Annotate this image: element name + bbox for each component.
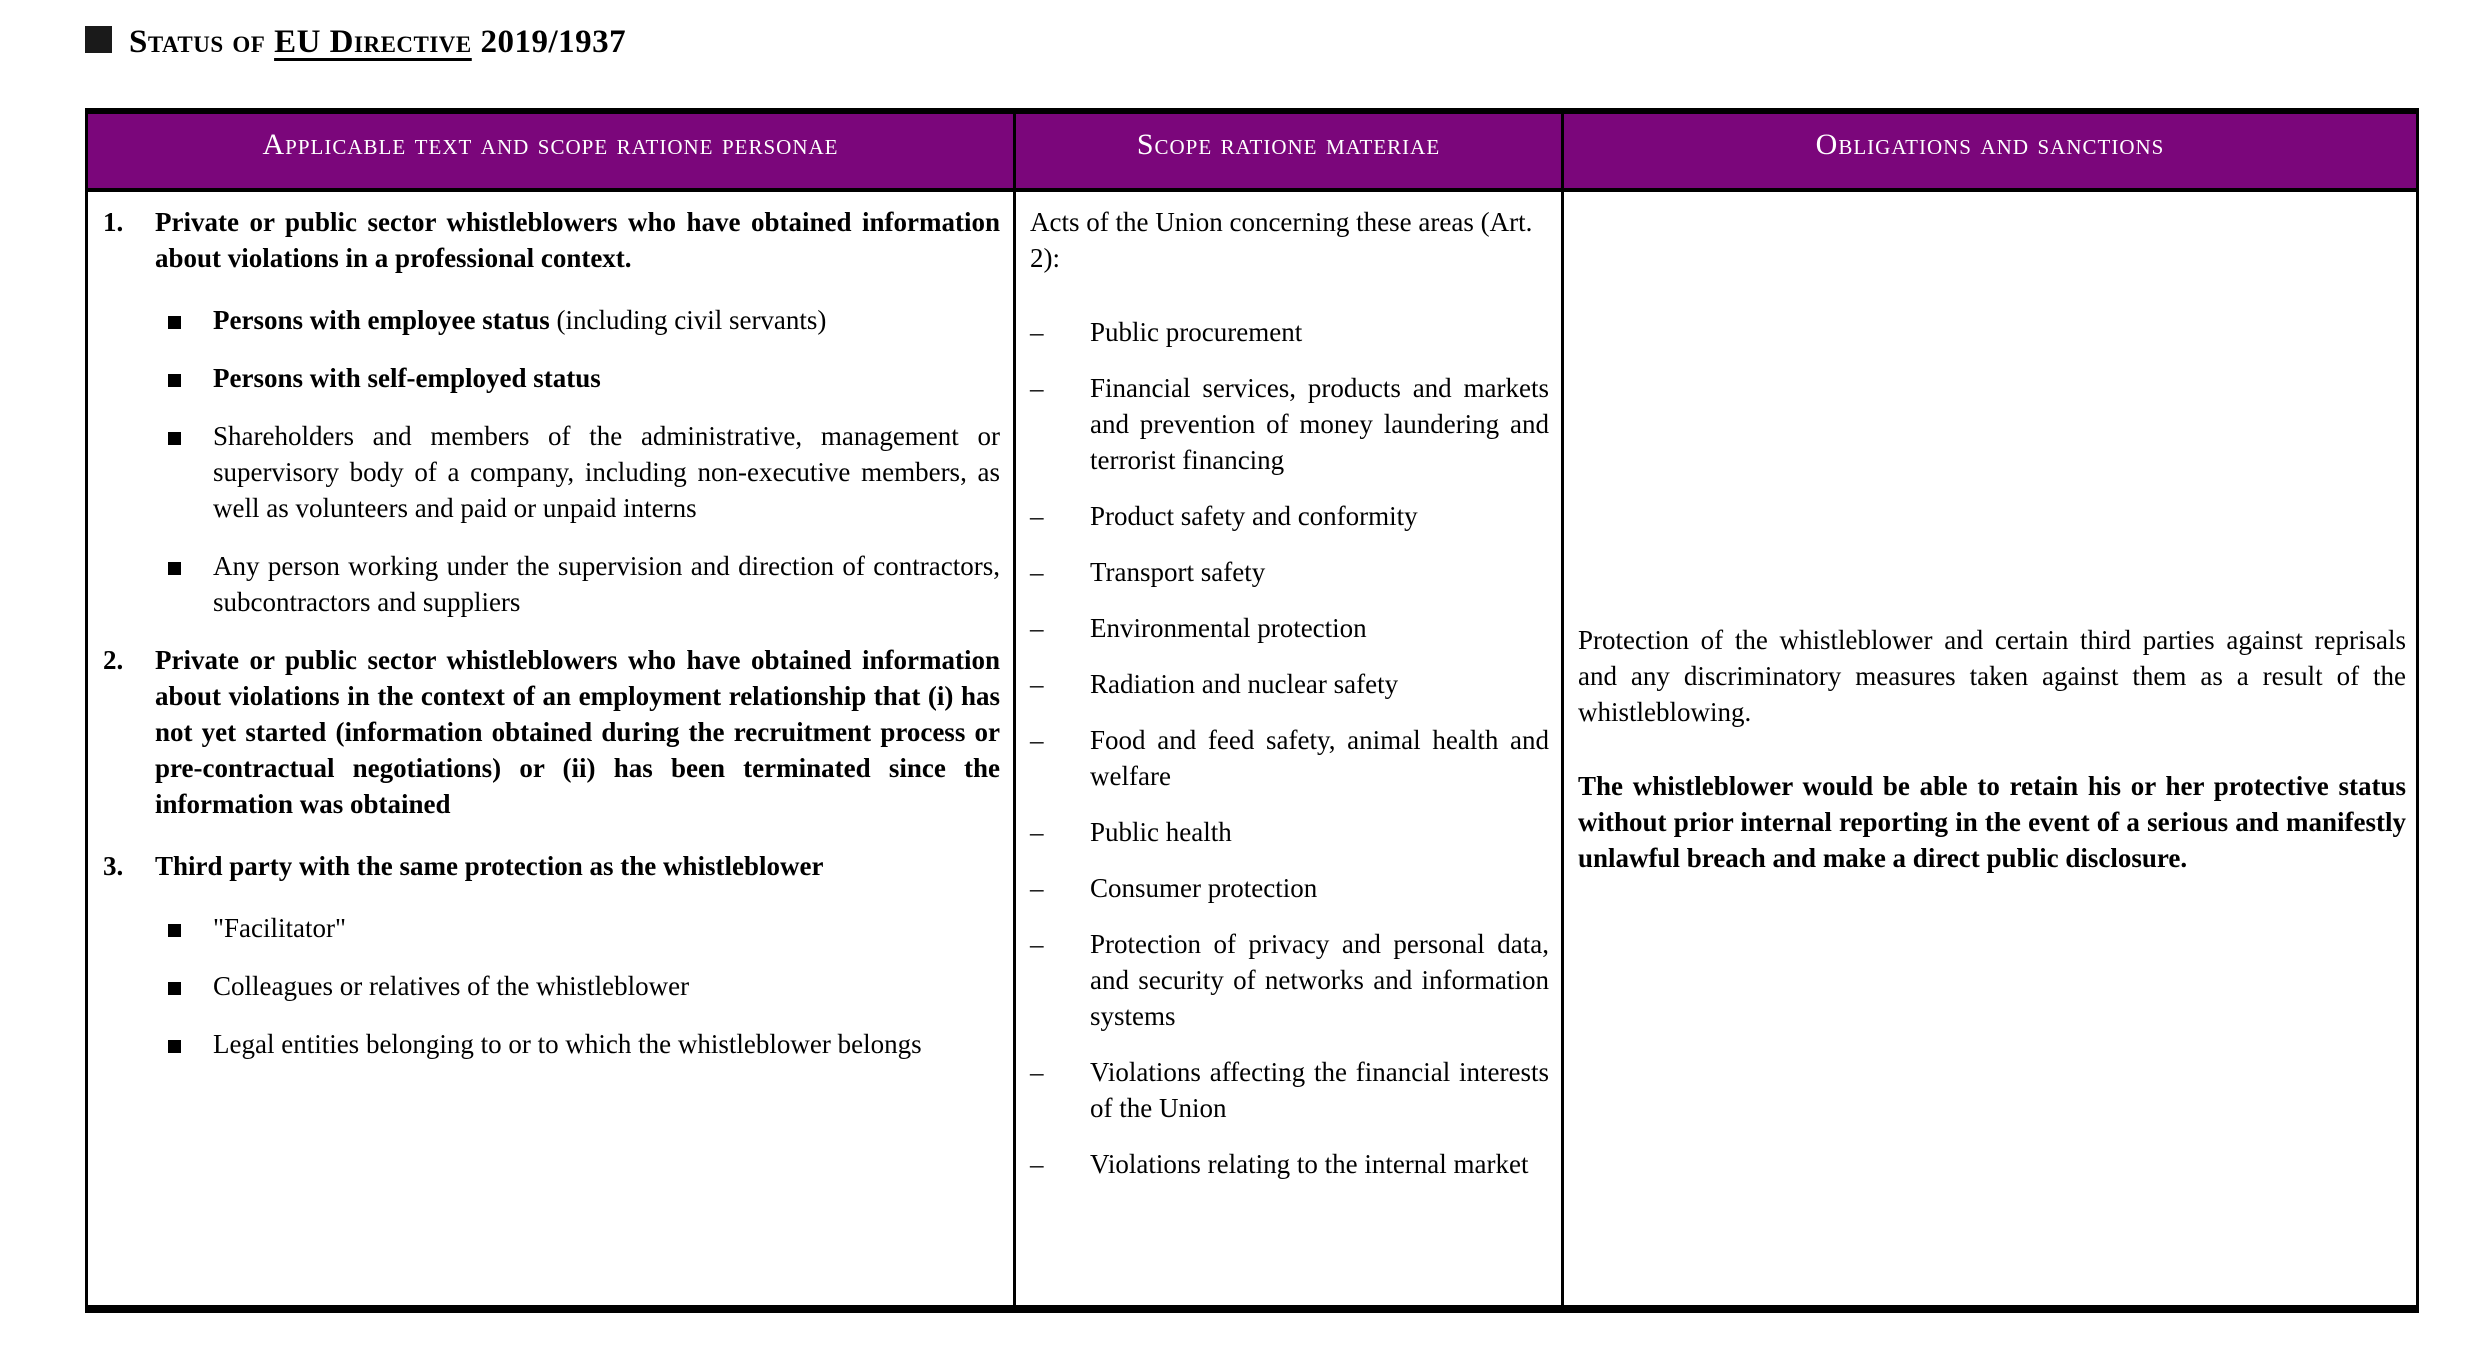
list-item (1030, 926, 1549, 1034)
dash-item-text: Public procurement (1090, 317, 1303, 347)
dash-item-text: Violations affecting the financial interests of the Union (1090, 1057, 1549, 1123)
title-square-icon (85, 26, 112, 53)
dash-marker: – (1030, 613, 1044, 643)
list-item (1030, 1146, 1549, 1182)
cell-obligations (1564, 192, 2416, 1305)
dash-marker: – (1030, 929, 1044, 959)
list-item (168, 968, 1000, 1004)
numbered-item-1 (103, 204, 1000, 276)
protective-status-paragraph: The whistleblower would be able to retain his or her protective status without prior internal reporting in the event of a serious and manifestly unlawful breach and make a direct public disclosure. (1578, 770, 2406, 873)
list-item (1030, 314, 1549, 350)
item-text: Private or public sector whistleblowers who have obtained information about violations in the context of an employment relationship that (i) has not yet started (information obtained during the recruitment process or pre-contractual negotiations) or (ii) has been terminated since the information was obtained (155, 645, 1000, 819)
square-bullet-icon (168, 548, 213, 620)
dash-marker: – (1030, 373, 1044, 403)
list-item (1030, 666, 1549, 702)
numbered-item-3 (103, 848, 1000, 884)
dash-item-text: Radiation and nuclear safety (1090, 669, 1399, 699)
header-obligations-and-sanctions: Obligations and sanctions (1815, 128, 2165, 161)
dash-item-text: Consumer protection (1090, 873, 1318, 903)
header-applicable-text-scope-personae: Applicable text and scope ratione personae (88, 114, 1016, 188)
list-item (1030, 1054, 1549, 1126)
list-item (168, 302, 1000, 338)
list-item (168, 360, 1000, 396)
list-item (168, 1026, 1000, 1062)
dash-marker: – (1030, 557, 1044, 587)
dash-marker: – (1030, 1149, 1044, 1179)
list-item (168, 548, 1000, 620)
item-number: 3. (103, 851, 124, 881)
dash-marker: – (1030, 725, 1044, 755)
header-scope-ratione-materiae: Scope ratione materiae (1016, 114, 1564, 188)
cell-scope-materiae (1016, 192, 1564, 1305)
list-item (168, 910, 1000, 946)
dash-item-text: Transport safety (1090, 557, 1266, 587)
dash-marker: – (1030, 1057, 1044, 1087)
numbered-item-2 (103, 642, 1000, 822)
dash-marker: – (1030, 817, 1044, 847)
table-body-row (88, 192, 2416, 1305)
bullet-text: Persons with employee status (including civil servants) (213, 305, 827, 335)
bullet-text: Persons with self-employed status (213, 363, 601, 393)
square-bullet-icon (168, 968, 213, 1004)
dash-marker: – (1030, 501, 1044, 531)
list-item (1030, 870, 1549, 906)
bullet-text: Legal entities belonging to or to which the whistleblower belongs (213, 1029, 922, 1059)
dash-item-text: Violations relating to the internal market (1090, 1149, 1529, 1179)
cell-applicable-text (88, 192, 1016, 1305)
bullet-text: Colleagues or relatives of the whistleblower (213, 971, 690, 1001)
list-item (1030, 722, 1549, 794)
title-directive-underlined: EU Directive (274, 24, 472, 60)
dash-item-text: Protection of privacy and personal data, and security of networks and information systems (1090, 929, 1549, 1031)
protection-paragraph: Protection of the whistleblower and certain third parties against reprisals and any discriminatory measures taken against them as a result of the whistleblowing. (1578, 624, 2406, 727)
dash-item-text: Food and feed safety, animal health and welfare (1090, 725, 1549, 791)
list-item (1030, 814, 1549, 850)
scope-intro-text: Acts of the Union concerning these areas (Art. 2): (1030, 207, 1533, 273)
bullet-text: Shareholders and members of the administrative, management or supervisory body of a company, including non-executive members, as well as volunteers and paid or unpaid interns (213, 421, 1000, 523)
square-bullet-icon (168, 418, 213, 526)
dash-item-text: Financial services, products and markets and prevention of money laundering and terrorist financing (1090, 373, 1549, 475)
item-number: 2. (103, 645, 124, 675)
dash-marker: – (1030, 873, 1044, 903)
list-item (1030, 554, 1549, 590)
list-item (168, 418, 1000, 526)
item-text: Private or public sector whistleblowers who have obtained information about violations in a professional context. (155, 207, 1000, 273)
dash-marker: – (1030, 669, 1044, 699)
item-text: Third party with the same protection as the whistleblower (155, 851, 824, 881)
title-text-prefix: Status of (129, 24, 275, 60)
dash-item-text: Product safety and conformity (1090, 501, 1418, 531)
dash-item-text: Environmental protection (1090, 613, 1367, 643)
square-bullet-icon (168, 360, 213, 396)
page-title (85, 24, 626, 61)
list-item (1030, 370, 1549, 478)
square-bullet-icon (168, 1026, 213, 1062)
bullet-text: Any person working under the supervision and direction of contractors, subcontractors and suppliers (213, 551, 1000, 617)
table-header-row (88, 114, 2416, 192)
square-bullet-icon (168, 302, 213, 338)
item-number: 1. (103, 207, 124, 237)
list-item (1030, 610, 1549, 646)
square-bullet-icon (168, 910, 213, 946)
dash-item-text: Public health (1090, 817, 1232, 847)
title-text-suffix: 2019/1937 (471, 24, 627, 60)
bullet-text: "Facilitator" (213, 913, 347, 943)
dash-marker: – (1030, 317, 1044, 347)
list-item (1030, 498, 1549, 534)
directive-status-table (85, 108, 2419, 1313)
